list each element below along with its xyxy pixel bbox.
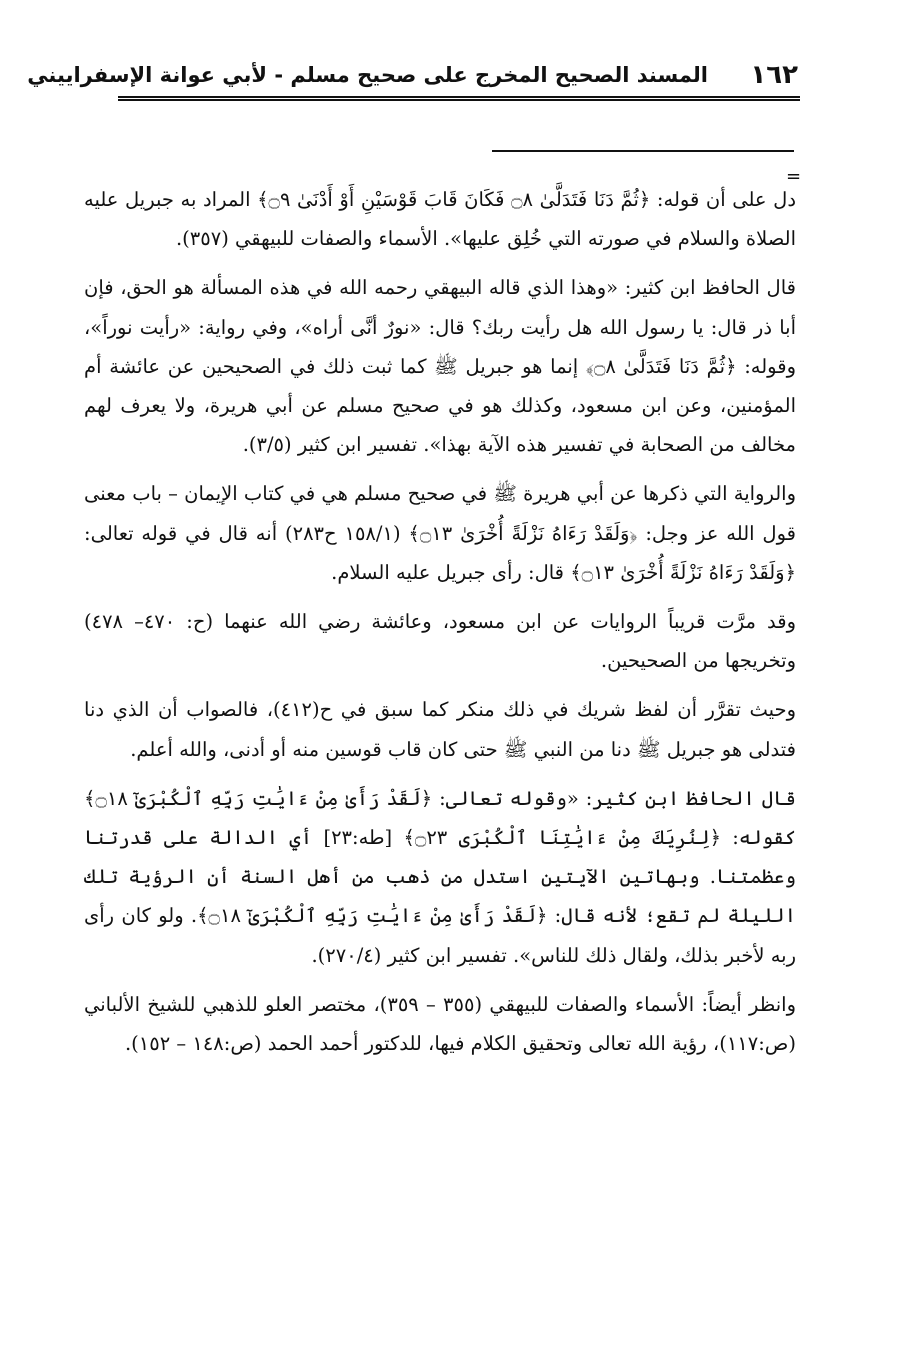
footnote-body	[84, 180, 796, 1063]
paragraph: قال الحافظ ابن كثير: «وهذا الذي قاله البيهقي رحمه الله في هذه المسألة هو الحق، فإن أبا ذر قال: يا رسول الله هل رأيت ربك؟ قال: «نورٌ أنَّى أراه»، وفي رواية: «رأيت نوراً»، وقوله: ﴿ثُمَّ دَنَا فَتَدَلَّىٰ ۝٨﴾ إنما هو جبريل ﷺ كما ثبت ذلك في الصحيحين عن عائشة أم المؤمنين، وعن ابن مسعود، وكذلك هو في صحيح مسلم عن أبي هريرة، ولا يعرف لهم مخالف من الصحابة في تفسير هذه الآية بهذا». تفسير ابن كثير (٣/٥).	[84, 276, 796, 457]
page-number: ١٦٢	[750, 60, 798, 90]
paragraph: وقد مرَّت قريباً الروايات عن ابن مسعود، وعائشة رضي الله عنهما (ح: ٤٧٠– ٤٧٨) وتخريجها من الصحيحين.	[84, 610, 796, 673]
header-double-rule	[118, 96, 800, 101]
paragraph: قال الحافظ ابن كثير: «وقوله تعالى: ﴿لَقَدْ رَأَىٰ مِنْ ءَايَٰتِ رَبِّهِ ٱلْكُبْرَىٰٓ ۝١٨﴾ كقوله: ﴿لِنُرِيَكَ مِنْ ءَايَٰتِنَا ٱلْكُبْرَى ۝٢٣﴾ [طه:٢٣] أي الدالة على قدرتنا وعظمتنا. وبهاتين الآيتين استدل من ذهب من أهل السنة أن الرؤية تلك الليلة لم تقع؛ لأنه قال: ﴿لَقَدْ رَأَىٰ مِنْ ءَايَٰتِ رَبِّهِ ٱلْكُبْرَىٰٓ ۝١٨﴾. ولو كان رأى ربه لأخبر بذلك، ولقال ذلك للناس». تفسير ابن كثير (٢٧٠/٤).	[84, 786, 797, 967]
continuation-mark: =	[786, 166, 802, 187]
paragraph: والرواية التي ذكرها عن أبي هريرة ﷺ في صحيح مسلم هي في كتاب الإيمان – باب معنى قول الله عز وجل: ﴿وَلَقَدْ رَءَاهُ نَزْلَةً أُخْرَىٰ ۝١٣﴾ (١٥٨/١ ح٢٨٣) أنه قال في قوله تعالى: ﴿وَلَقَدْ رَءَاهُ نَزْلَةً أُخْرَىٰ ۝١٣﴾ قال: رأى جبريل عليه السلام.	[84, 482, 796, 584]
paragraph: وانظر أيضاً: الأسماء والصفات للبيهقي (٣٥٥ – ٣٥٩)، مختصر العلو للذهبي للشيخ الألباني (ص:١١٧)، رؤية الله تعالى وتحقيق الكلام فيها، للدكتور أحمد الحمد (ص:١٤٨ – ١٥٢).	[84, 992, 797, 1056]
footnote-separator	[492, 150, 794, 152]
page-header	[27, 58, 800, 96]
running-title: المسند الصحيح المخرج على صحيح مسلم - لأبي عوانة الإسفراييني	[27, 63, 708, 87]
paragraph: وحيث تقرَّر أن لفظ شريك في ذلك منكر كما سبق في ح(٤١٢)، فالصواب أن الذي دنا فتدلى هو جبريل ﷺ دنا من النبي ﷺ حتى كان قاب قوسين منه أو أدنى، والله أعلم.	[84, 698, 796, 761]
paragraph: دل على أن قوله: ﴿ثُمَّ دَنَا فَتَدَلَّىٰ ۝٨ فَكَانَ قَابَ قَوْسَيْنِ أَوْ أَدْنَىٰ ۝٩﴾ المراد به جبريل عليه الصلاة والسلام في صورته التي خُلِق عليها». الأسماء والصفات للبيهقي (٣٥٧).	[84, 188, 797, 251]
